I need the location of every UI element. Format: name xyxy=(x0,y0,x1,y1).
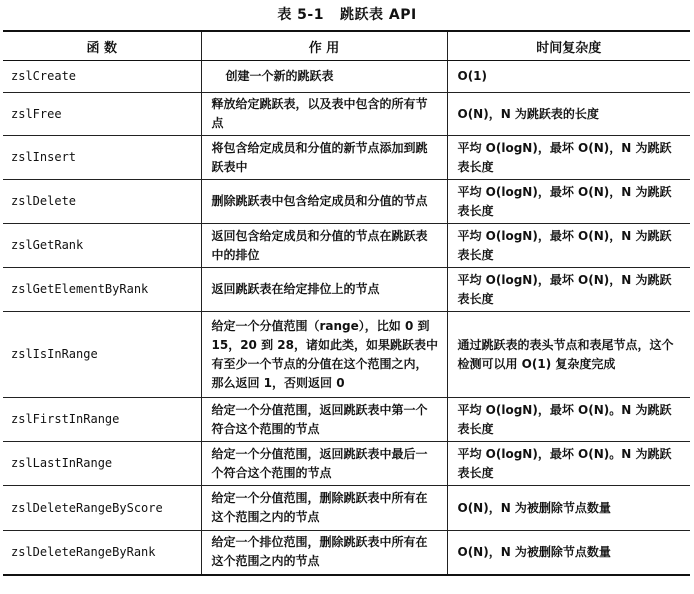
purpose-text: 给定一个分值范围，返回跳跃表中最后一个符合这个范围的节点 xyxy=(211,446,428,480)
table-row xyxy=(3,136,690,180)
table-row xyxy=(3,224,690,268)
complexity-text: O(1) xyxy=(457,69,488,83)
function-name: zslDeleteRangeByScore xyxy=(3,486,201,531)
function-complexity xyxy=(447,61,690,93)
purpose-text: 创建一个新的跳跃表 xyxy=(225,69,334,83)
function-complexity xyxy=(447,136,690,180)
function-complexity xyxy=(447,93,690,136)
function-purpose xyxy=(201,312,447,398)
function-purpose xyxy=(201,136,447,180)
purpose-text: 将包含给定成员和分值的新节点添加到跳跃表中 xyxy=(211,140,428,174)
table-row xyxy=(3,61,690,93)
function-purpose xyxy=(201,180,447,224)
table-row xyxy=(3,486,690,531)
table-row xyxy=(3,268,690,312)
function-name: zslGetRank xyxy=(3,224,201,268)
function-complexity xyxy=(447,531,690,575)
function-purpose xyxy=(201,268,447,312)
table-row xyxy=(3,398,690,442)
complexity-text: 平均 O(logN)，最坏 O(N)。N 为跳跃表长度 xyxy=(457,446,672,480)
purpose-text: 给定一个排位范围，删除跳跃表中所有在这个范围之内的节点 xyxy=(211,535,428,569)
function-purpose xyxy=(201,398,447,442)
purpose-text: 给定一个分值范围，返回跳跃表中第一个符合这个范围的节点 xyxy=(211,402,428,436)
function-purpose xyxy=(201,93,447,136)
complexity-text: O(N)，N 为被删除节点数量 xyxy=(457,500,611,515)
purpose-text: 给定一个分值范围（range），比如 0 到 15，20 到 28，诸如此类，如果跳跃表中有至少一个节点的分值在这个范围之内，那么返回 1，否则返回 0 xyxy=(211,318,438,390)
complexity-text: O(N)，N 为跳跃表的长度 xyxy=(457,106,599,121)
function-name: zslIsInRange xyxy=(3,312,201,398)
complexity-text: 平均 O(logN)，最坏 O(N)，N 为跳跃表长度 xyxy=(457,272,672,306)
function-complexity xyxy=(447,224,690,268)
function-complexity xyxy=(447,312,690,398)
table-row xyxy=(3,93,690,136)
complexity-text: 平均 O(logN)，最坏 O(N)，N 为跳跃表长度 xyxy=(457,184,672,218)
function-purpose xyxy=(201,531,447,575)
function-name: zslInsert xyxy=(3,136,201,180)
function-name: zslFree xyxy=(3,93,201,136)
header-complexity: 时间复杂度 xyxy=(447,31,690,61)
header-purpose: 作 用 xyxy=(201,31,447,61)
function-name: zslCreate xyxy=(3,61,201,93)
function-complexity xyxy=(447,180,690,224)
table-caption-number: 表 5-1 xyxy=(277,7,324,23)
function-name: zslLastInRange xyxy=(3,442,201,486)
function-complexity xyxy=(447,398,690,442)
purpose-text: 返回包含给定成员和分值的节点在跳跃表中的排位 xyxy=(211,228,428,262)
table-caption xyxy=(0,0,694,30)
complexity-text: 平均 O(logN)，最坏 O(N)，N 为跳跃表长度 xyxy=(457,228,672,262)
purpose-text: 返回跳跃表在给定排位上的节点 xyxy=(211,282,380,296)
function-name: zslGetElementByRank xyxy=(3,268,201,312)
function-complexity xyxy=(447,442,690,486)
table-row xyxy=(3,531,690,575)
complexity-text: O(N)，N 为被删除节点数量 xyxy=(457,544,611,559)
function-purpose xyxy=(201,442,447,486)
complexity-text: 平均 O(logN)，最坏 O(N)，N 为跳跃表长度 xyxy=(457,140,672,174)
function-name: zslFirstInRange xyxy=(3,398,201,442)
function-purpose xyxy=(201,486,447,531)
function-complexity xyxy=(447,486,690,531)
function-complexity xyxy=(447,268,690,312)
purpose-text: 删除跳跃表中包含给定成员和分值的节点 xyxy=(211,194,428,208)
skiplist-api-table xyxy=(3,30,690,576)
function-purpose xyxy=(201,61,447,93)
complexity-text: 通过跳跃表的表头节点和表尾节点，这个检测可以用 O(1) 复杂度完成 xyxy=(457,337,674,371)
function-name: zslDelete xyxy=(3,180,201,224)
header-function: 函 数 xyxy=(3,31,201,61)
table-caption-title: 跳跃表 API xyxy=(339,7,417,23)
table-row xyxy=(3,442,690,486)
table-row xyxy=(3,312,690,398)
purpose-text: 给定一个分值范围，删除跳跃表中所有在这个范围之内的节点 xyxy=(211,491,428,524)
function-name: zslDeleteRangeByRank xyxy=(11,544,156,559)
table-row xyxy=(3,180,690,224)
function-purpose xyxy=(201,224,447,268)
table-header-row xyxy=(3,31,690,61)
purpose-text: 释放给定跳跃表，以及表中包含的所有节点 xyxy=(211,97,428,130)
complexity-text: 平均 O(logN)，最坏 O(N)。N 为跳跃表长度 xyxy=(457,402,672,436)
